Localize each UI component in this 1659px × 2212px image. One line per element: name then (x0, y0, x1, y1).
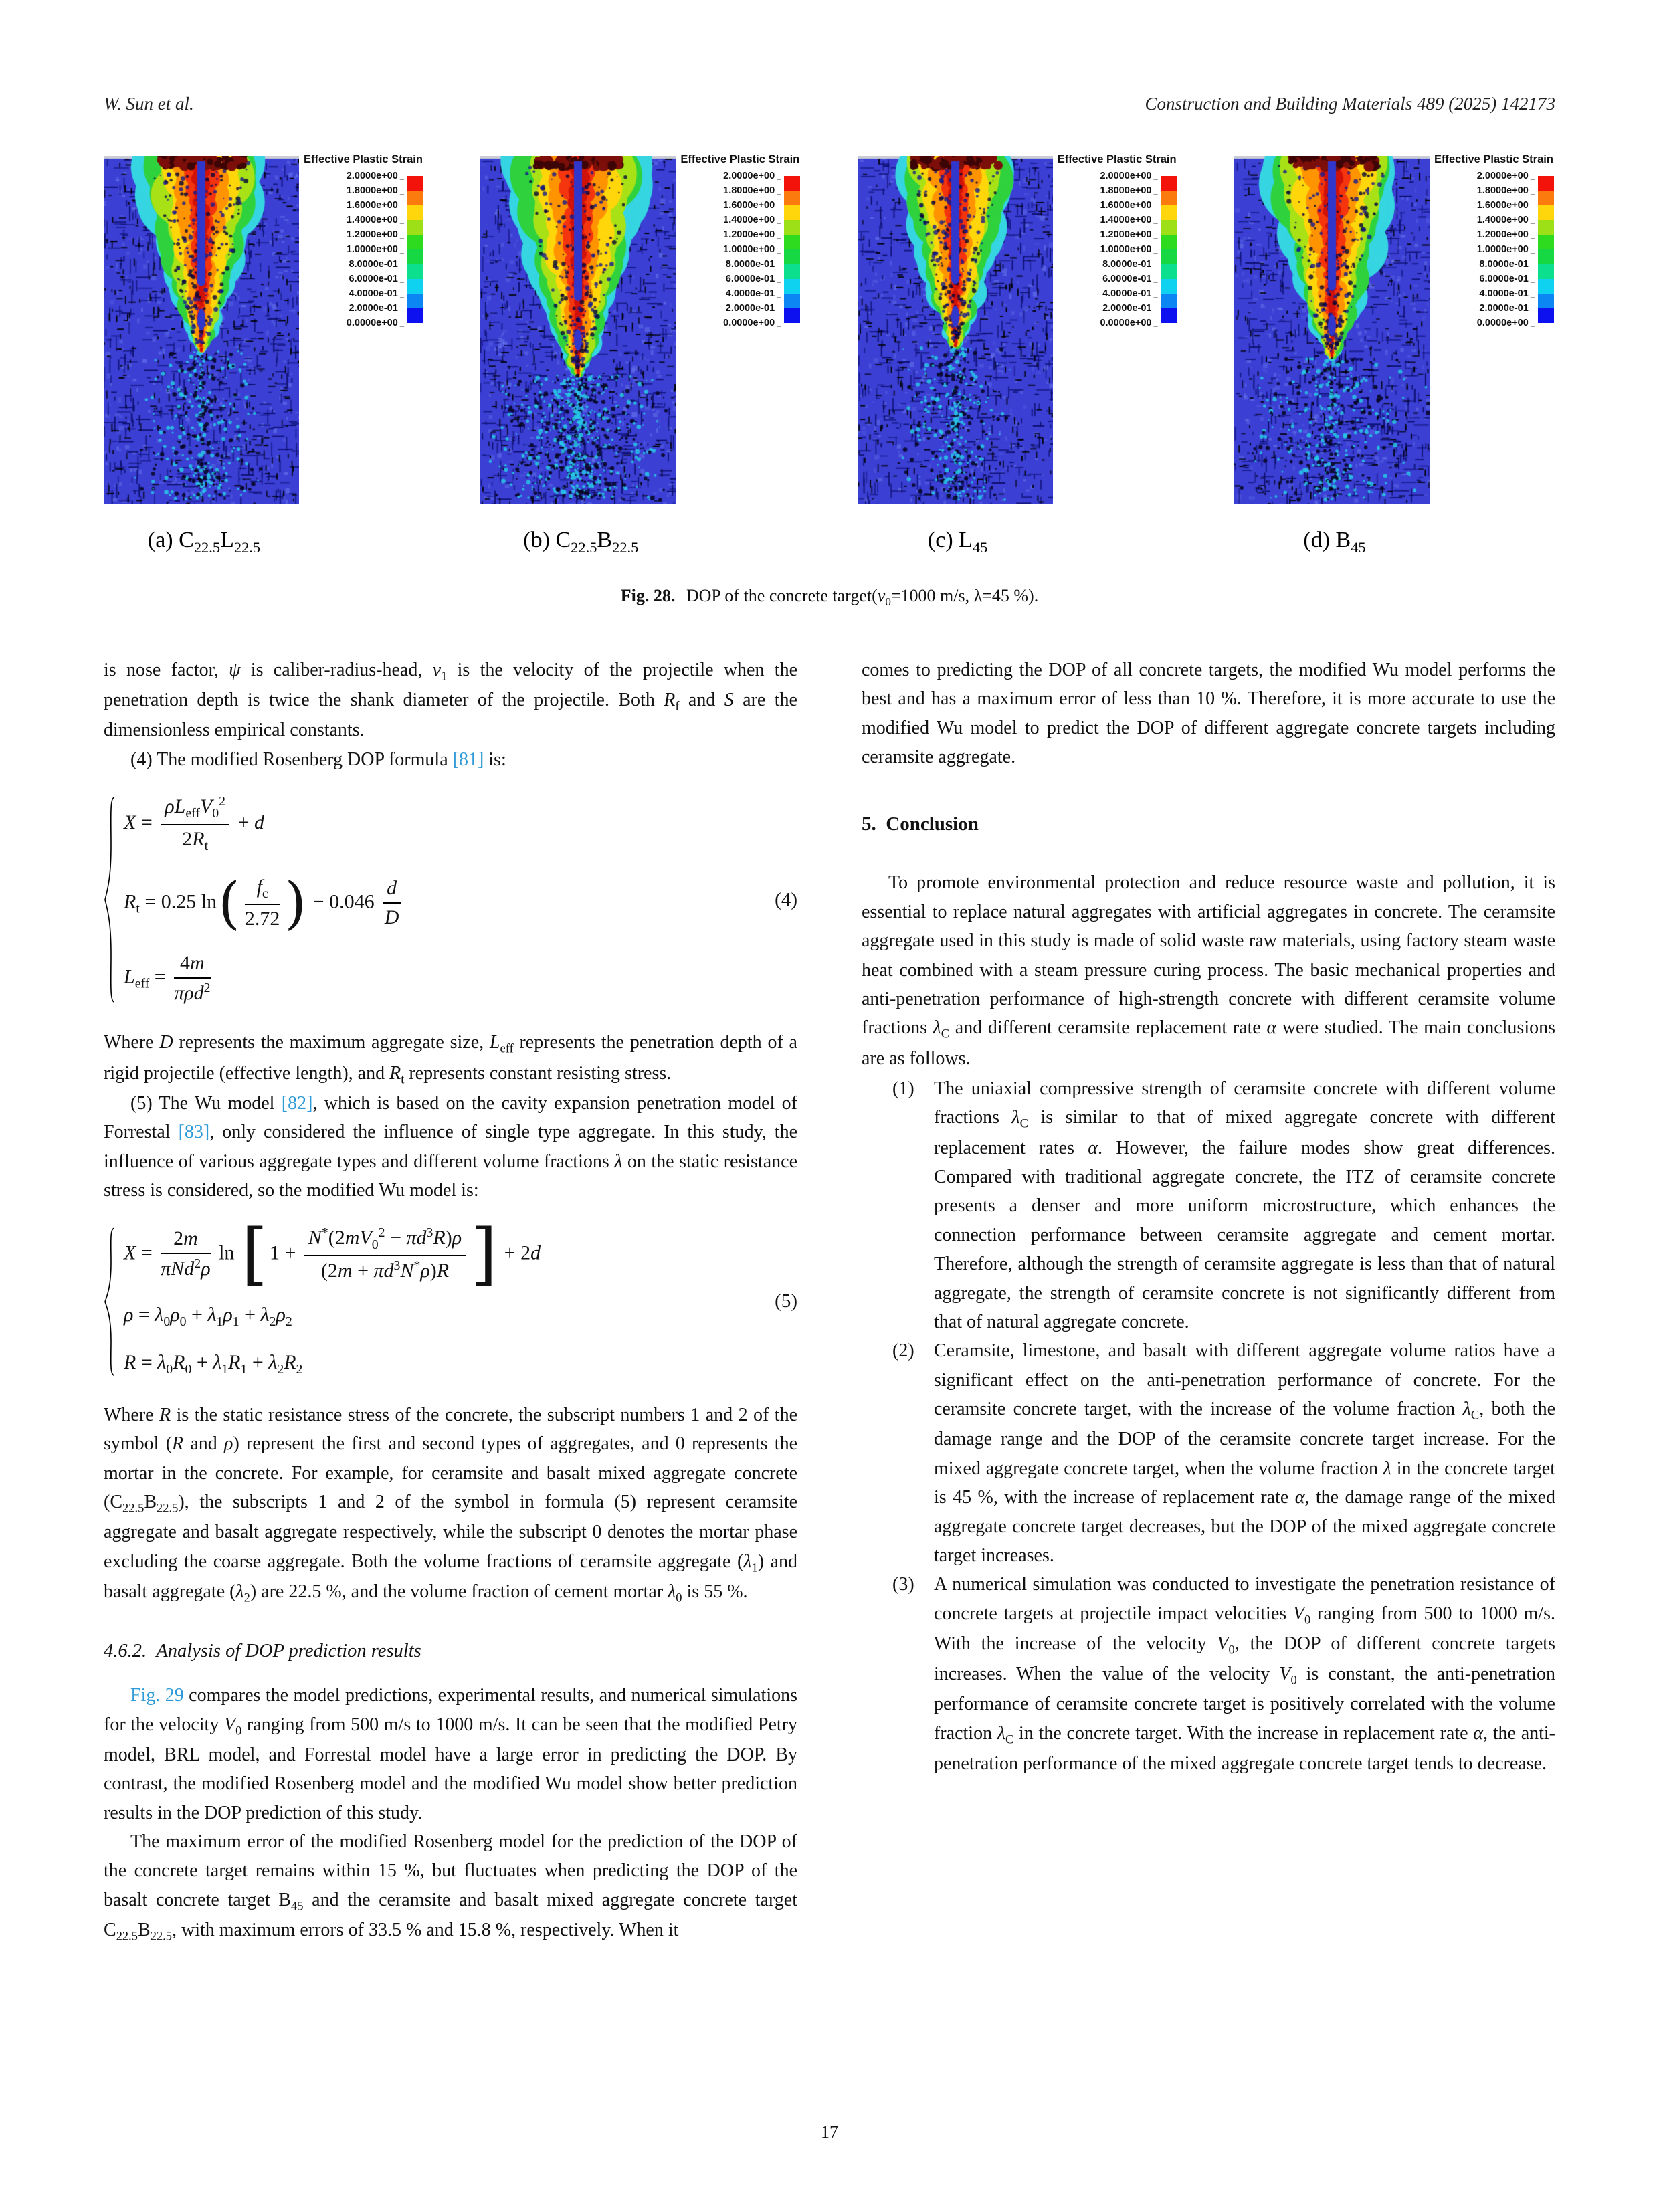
colorbar-label: 1.6000e+00 _ (347, 198, 404, 213)
colorbar-label: 2.0000e+00 _ (1477, 169, 1535, 183)
colorbar-label: 0.0000e+00 _ (1100, 316, 1157, 330)
item-number: (2) (892, 1340, 914, 1362)
equation-line: $R_t = 0.25$ ln( $\frac{f_c}{2.72}$ ) − 0.046 $\frac{d}{D}$ (124, 875, 767, 932)
colorbar-label: 8.0000e-01 _ (723, 257, 781, 272)
colorbar-segment (407, 176, 423, 191)
item-text: A numerical simulation was conducted to investigate the penetration resistance of concrete targets at projectile impact velocities $V_0$ ranging from 500 to 1000 m/s. With the increase of the velocity $V_0$, the DOP of different concrete targets increases. When the value of the velocity $V_0$ is constant, the anti-penetration performance of ceramsite concrete target is positively correlated with the volume fraction $\lambda_C$ in the concrete target. With the increase in replacement rate α, the anti-penetration performance of the mixed aggregate concrete target tends to decrease. (934, 1574, 1556, 1775)
colorbar-segment (1161, 308, 1177, 323)
colorbar (299, 153, 425, 330)
citation-83[interactable]: [83] (178, 1122, 210, 1143)
equation-number: (4) (775, 888, 797, 910)
colorbar-segment (407, 205, 423, 220)
curly-brace-icon (104, 1227, 117, 1377)
item-text: Ceramsite, limestone, and basalt with different aggregate volume ratios have a significant effect on the anti-penetration performance of concrete. For the ceramsite concrete target, with the increase of the volume fraction $\lambda_C$, both the damage range and the DOP of the ceramsite concrete target increase. For the mixed aggregate concrete target, when the volume fraction λ in the concrete target is 45 %, with the increase of replacement rate α, the damage range of the mixed aggregate concrete target decreases, but the DOP of the mixed aggregate concrete target increases. (934, 1340, 1556, 1566)
colorbar-segment (784, 235, 800, 249)
colorbar-segment (1161, 191, 1177, 205)
colorbar-segment (784, 220, 800, 235)
paragraph: To promote environmental protection and reduce resource waste and pollution, it is essential to replace natural aggregates with artificial aggregates in concrete. The ceramsite aggregate used in this study is made of solid waste raw materials, using factory steam waste heat combined with a steam pressure curing process. The basic mechanical properties and anti-penetration performance of high-strength concrete with different ceramsite volume fractions $\lambda_C$ and different ceramsite replacement rate α were studied. The main conclusions are as follows. (862, 872, 1555, 1069)
paragraph: comes to predicting the DOP of all concrete targets, the modified Wu model performs the best and has a maximum error of less than 10 %. Therefore, it is more accurate to use the modified Wu model to predict the DOP of different aggregate concrete targets including ceramsite aggregate. (862, 659, 1555, 768)
colorbar-label: 2.0000e-01 _ (723, 301, 781, 316)
colorbar-segment (784, 176, 800, 191)
colorbar-label: 1.2000e+00 _ (1100, 227, 1157, 242)
colorbar-label: 1.0000e+00 _ (347, 242, 404, 257)
colorbar-segment (1538, 294, 1554, 308)
colorbar-segment (407, 308, 423, 323)
colorbar (1430, 153, 1555, 330)
colorbar-segment (1538, 235, 1554, 249)
colorbar-labels (1100, 169, 1157, 330)
colorbar-title: Effective Plastic Strain (680, 153, 800, 165)
equation-line: $R = \lambda_0R_0 + \lambda_1R_1 + \lambda_2R_2$ (124, 1351, 303, 1377)
colorbar-label: 2.0000e-01 _ (1477, 301, 1535, 316)
colorbar-label: 4.0000e-01 _ (1100, 286, 1157, 301)
colorbar-label: 1.2000e+00 _ (723, 227, 781, 242)
sim-image-c (858, 156, 1053, 504)
colorbar-label: 1.4000e+00 _ (347, 213, 404, 227)
conclusions-list (862, 1074, 1555, 1778)
colorbar-label: 1.6000e+00 _ (1100, 198, 1157, 213)
colorbar-segment (1538, 279, 1554, 294)
paragraph: Where R is the static resistance stress of the concrete, the subscript numbers 1 and 2 of the symbol (R and ρ) represent the first and second types of aggregates, and 0 represents the mortar in the concrete. For example, for ceramsite and basalt mixed aggregate concrete $(C_{22.5}B_{22.5})$, the subscripts 1 and 2 of the symbol in formula (5) represent ceramsite aggregate and basalt aggregate respectively, while the subscript 0 denotes the mortar phase excluding the coarse aggregate. Both the volume fractions of ceramsite aggregate $(\lambda_1)$ and basalt aggregate $(\lambda_2)$ are 22.5 %, and the volume fraction of cement mortar $\lambda_0$ is 55 %. (104, 1404, 798, 1605)
panel-label-a: (a) $C_{22.5}L_{22.5}$ (147, 528, 261, 556)
citation-81[interactable]: [81] (452, 748, 484, 770)
colorbar-labels (723, 169, 781, 330)
colorbar-segment (407, 191, 423, 205)
right-column (862, 656, 1555, 1946)
colorbar-segment (1538, 264, 1554, 279)
equation-line: $\rho = \lambda_0\rho_0 + \lambda_1\rho_1 + \lambda_2\rho_2$ (124, 1304, 292, 1330)
colorbar-label: 1.4000e+00 _ (723, 213, 781, 227)
colorbar-segment (1161, 235, 1177, 249)
colorbar-segment (407, 235, 423, 249)
colorbar-label: 8.0000e-01 _ (1477, 257, 1535, 272)
colorbar-segment (407, 249, 423, 264)
equation-number: (5) (775, 1290, 797, 1312)
figure-panel-c (858, 153, 1179, 504)
figure-panel-d (1234, 153, 1555, 504)
equation-4 (104, 794, 797, 1005)
equation-line: $L_{eff}$ = $\frac{4m}{\pi\rho d^2}$ (124, 952, 211, 1005)
colorbar-segment (1538, 191, 1554, 205)
colorbar-label: 2.0000e+00 _ (723, 169, 781, 183)
equation-line: X = $\frac{\rho L_{eff}V_0^2}{2R_t}$ + d (124, 794, 264, 853)
colorbar-title: Effective Plastic Strain (304, 153, 423, 165)
panel-label-b: (b) $C_{22.5}B_{22.5}$ (523, 528, 639, 556)
figure-panel-b (480, 153, 801, 504)
colorbar-strip (1161, 176, 1177, 323)
colorbar-label: 1.8000e+00 _ (723, 183, 781, 198)
left-column (104, 656, 797, 1946)
equation-line: X = $\frac{2m}{\pi Nd^2\rho}$ ln [ 1 + $\frac{N^*(2mV_0^2 - \pi d^3R)\rho}{(2m + \pi d^3N^*\rho)R}$ ] + 2d (124, 1214, 541, 1293)
subsection-heading: 4.6.2. Analysis of DOP prediction results (104, 1641, 421, 1662)
colorbar-segment (784, 294, 800, 308)
panel-label-d: (d) $B_{45}$ (1303, 528, 1366, 556)
colorbar-label: 1.8000e+00 _ (1100, 183, 1157, 198)
link-fig-29[interactable]: Fig. 29 (130, 1685, 184, 1706)
colorbar-label: 8.0000e-01 _ (347, 257, 404, 272)
colorbar-label: 1.8000e+00 _ (1477, 183, 1535, 198)
colorbar-label: 4.0000e-01 _ (347, 286, 404, 301)
colorbar-segment (1161, 205, 1177, 220)
colorbar-label: 1.0000e+00 _ (723, 242, 781, 257)
colorbar-segment (1538, 220, 1554, 235)
colorbar-label: 1.2000e+00 _ (1477, 227, 1535, 242)
running-journal: Construction and Building Materials 489 (2025) 142173 (1145, 94, 1555, 114)
colorbar-segment (1538, 249, 1554, 264)
figure-panel-a (104, 153, 425, 504)
colorbar-strip (784, 176, 800, 323)
paragraph: (4) The modified Rosenberg DOP formula [81] is: (130, 748, 506, 770)
section-heading: 5. Conclusion (862, 813, 979, 835)
colorbar-segment (784, 249, 800, 264)
colorbar-segment (784, 205, 800, 220)
colorbar-label: 0.0000e+00 _ (723, 316, 781, 330)
colorbar-segment (407, 264, 423, 279)
colorbar-segment (1538, 308, 1554, 323)
colorbar-segment (1538, 176, 1554, 191)
colorbar-strip (1538, 176, 1554, 323)
colorbar-segment (784, 191, 800, 205)
colorbar-label: 6.0000e-01 _ (347, 272, 404, 286)
colorbar-label: 1.4000e+00 _ (1100, 213, 1157, 227)
colorbar-segment (1161, 176, 1177, 191)
colorbar-label: 1.0000e+00 _ (1477, 242, 1535, 257)
conclusion-item (892, 1074, 1555, 1336)
colorbar-segment (784, 308, 800, 323)
colorbar-label: 2.0000e-01 _ (347, 301, 404, 316)
citation-82[interactable]: [82] (281, 1092, 313, 1114)
colorbar (1053, 153, 1179, 330)
colorbar-segment (1161, 249, 1177, 264)
page-number: 17 (821, 2122, 838, 2142)
curly-brace-icon (104, 795, 117, 1004)
colorbar-label: 1.8000e+00 _ (347, 183, 404, 198)
colorbar-labels (347, 169, 404, 330)
conclusion-item (892, 1570, 1555, 1778)
colorbar-label: 6.0000e-01 _ (1100, 272, 1157, 286)
colorbar-segment (407, 220, 423, 235)
paragraph: The maximum error of the modified Rosenberg model for the prediction of the DOP of the concrete target remains within 15 %, but fluctuates when predicting the DOP of the basalt concrete target $B_{45}$ and the ceramsite and basalt mixed aggregate concrete target $C_{22.5}B_{22.5}$, with maximum errors of 33.5 % and 15.8 %, respectively. When it (104, 1831, 797, 1943)
paragraph: (5) The Wu model [82], which is based on the cavity expansion penetration model of Forrestal [83], only considered the influence of single type aggregate. In this study, the influence of various aggregate types and different volume fractions λ on the static resistance stress is considered, so the modified Wu model is: (104, 1092, 798, 1201)
colorbar-label: 2.0000e-01 _ (1100, 301, 1157, 316)
colorbar-label: 1.4000e+00 _ (1477, 213, 1535, 227)
item-text: The uniaxial compressive strength of ceramsite concrete with different volume fractions $\lambda_C$ is similar to that of mixed aggregate concrete with different replacement rates α. However, the failure modes show great differences. Compared with traditional aggregate concrete, the ITZ of ceramsite concrete presents a denser and more uniform microstructure, which enhances the connection performance between ceramsite aggregate and cement mortar. Therefore, although the strength of ceramsite aggregate is less than that of natural aggregate, the strength of ceramsite concrete is not significantly different from that of natural aggregate concrete. (934, 1078, 1556, 1333)
colorbar-segment (784, 264, 800, 279)
colorbar-title: Effective Plastic Strain (1057, 153, 1177, 165)
colorbar-segment (1538, 205, 1554, 220)
paragraph: is nose factor, ψ is caliber-radius-head, $v_1$ is the velocity of the projectile when the penetration depth is twice the shank diameter of the projectile. Both $R_f$ and S are the dimensionless empirical constants. (104, 659, 798, 741)
paragraph: Fig. 29 compares the model predictions, experimental results, and numerical simulations for the velocity $V_0$ ranging from 500 m/s to 1000 m/s. It can be seen that the modified Petry model, BRL model, and Forrestal model have a large error in predicting the DOP. By contrast, the modified Rosenberg model and the modified Wu model show better prediction results in the DOP prediction of this study. (104, 1685, 798, 1823)
colorbar-label: 6.0000e-01 _ (723, 272, 781, 286)
colorbar-strip (407, 176, 423, 323)
colorbar (676, 153, 801, 330)
colorbar-segment (1161, 220, 1177, 235)
figure-28 (104, 153, 1555, 504)
panel-label-c: (c) $L_{45}$ (927, 528, 988, 556)
equation-5 (104, 1214, 797, 1378)
colorbar-label: 1.6000e+00 _ (723, 198, 781, 213)
colorbar-segment (407, 294, 423, 308)
colorbar-label: 4.0000e-01 _ (723, 286, 781, 301)
colorbar-segment (1161, 279, 1177, 294)
item-number: (3) (892, 1574, 914, 1595)
figure-sublabels (104, 528, 1555, 557)
conclusion-item (892, 1336, 1555, 1570)
item-number: (1) (892, 1078, 914, 1100)
colorbar-label: 2.0000e+00 _ (1100, 169, 1157, 183)
colorbar-label: 1.2000e+00 _ (347, 227, 404, 242)
colorbar-segment (784, 279, 800, 294)
running-authors: W. Sun et al. (104, 94, 194, 114)
colorbar-label: 1.6000e+00 _ (1477, 198, 1535, 213)
colorbar-segment (1161, 264, 1177, 279)
figure-caption: Fig. 28. DOP of the concrete $target(v_0=1000$ m/s, λ=45 %). (620, 585, 1039, 608)
running-header (104, 94, 1555, 114)
colorbar-segment (1161, 294, 1177, 308)
colorbar-label: 0.0000e+00 _ (1477, 316, 1535, 330)
colorbar-label: 8.0000e-01 _ (1100, 257, 1157, 272)
sim-image-b (480, 156, 676, 504)
colorbar-label: 4.0000e-01 _ (1477, 286, 1535, 301)
colorbar-label: 2.0000e+00 _ (347, 169, 404, 183)
colorbar-label: 6.0000e-01 _ (1477, 272, 1535, 286)
sim-image-a (104, 156, 299, 504)
colorbar-title: Effective Plastic Strain (1434, 153, 1553, 165)
colorbar-labels (1477, 169, 1535, 330)
colorbar-label: 0.0000e+00 _ (347, 316, 404, 330)
sim-image-d (1234, 156, 1430, 504)
colorbar-label: 1.0000e+00 _ (1100, 242, 1157, 257)
paragraph: Where D represents the maximum aggregate size, $L_{eff}$ represents the penetration depth of a rigid projectile (effective length), and $R_t$ represents constant resisting stress. (104, 1032, 797, 1086)
colorbar-segment (407, 279, 423, 294)
